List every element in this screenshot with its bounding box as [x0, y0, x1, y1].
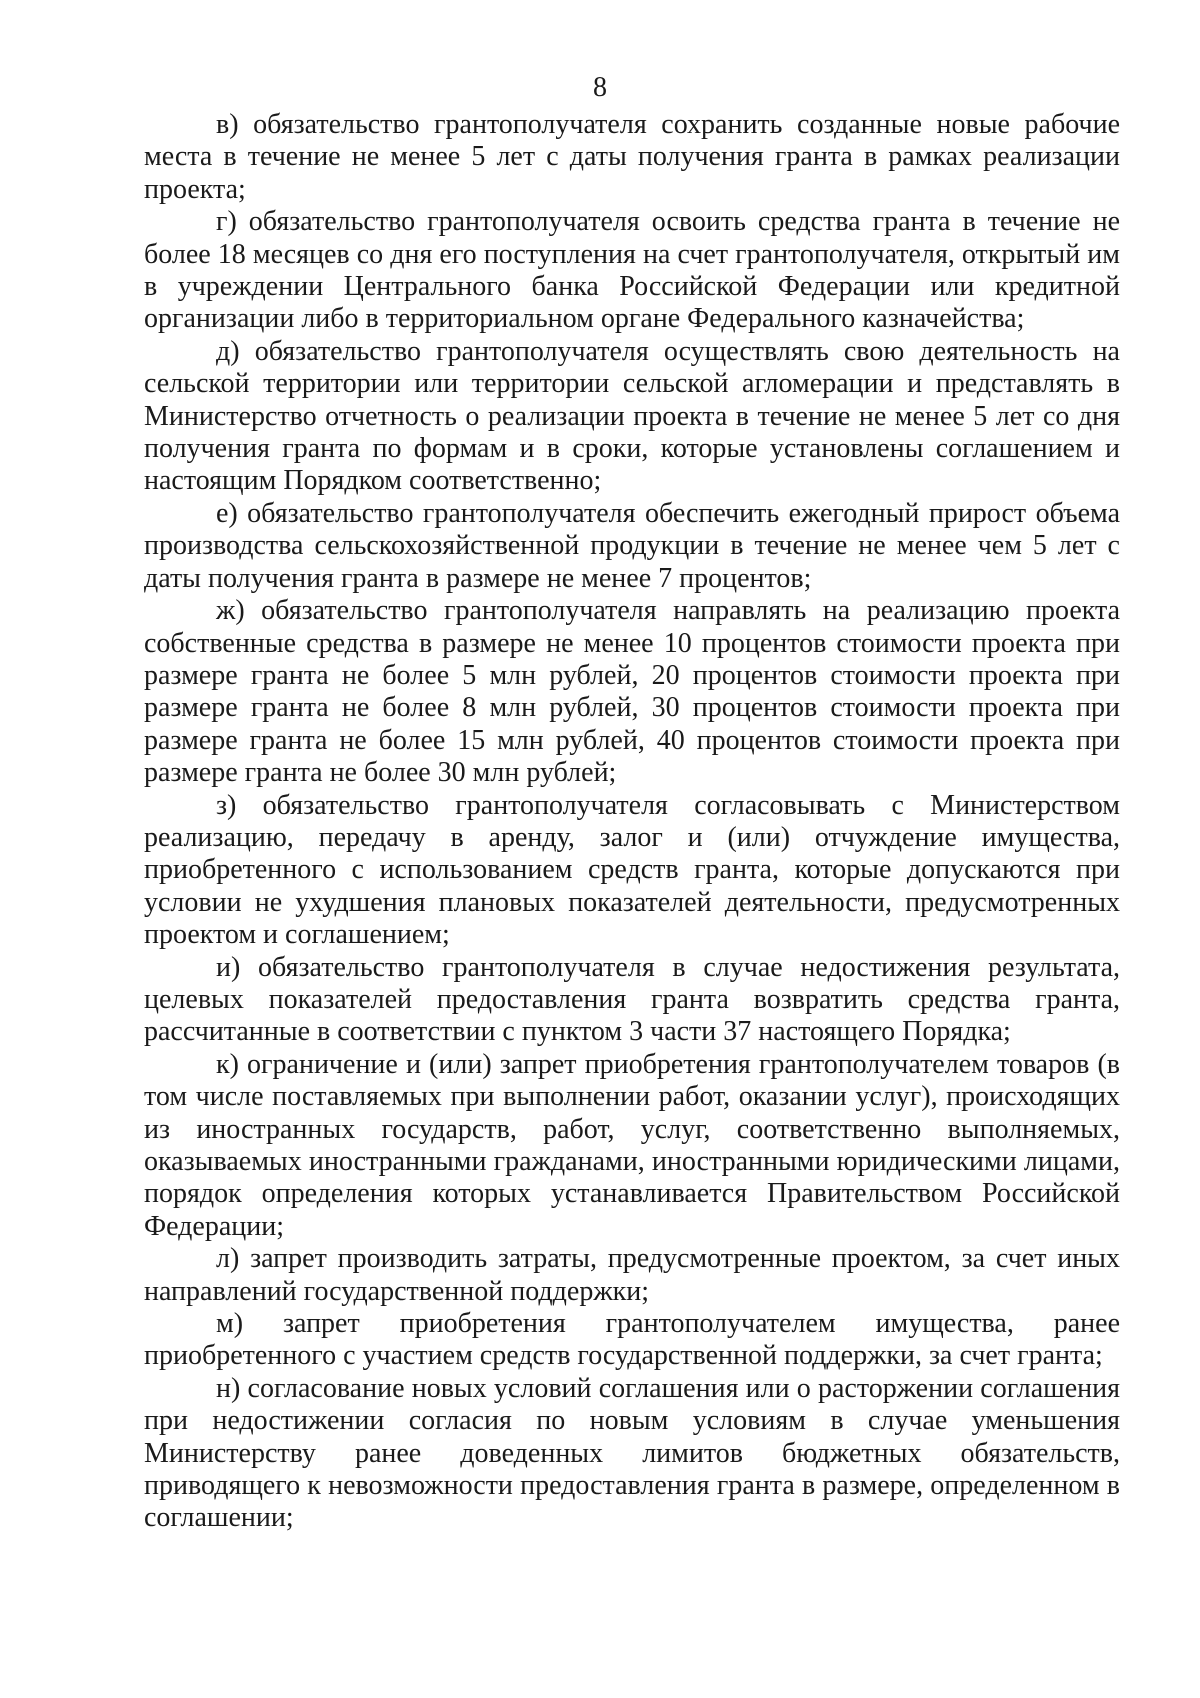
paragraph-e: е) обязательство грантополучателя обеспечить ежегодный прирост объема производства сельскохозяйственной продукции в течение не менее чем 5 лет с даты получения гранта в размере не менее 7 процентов;	[144, 497, 1120, 594]
paragraph-d: д) обязательство грантополучателя осуществлять свою деятельность на сельской территории или территории сельской агломерации и представлять в Министерство отчетность о реализации проекта в течение не менее 5 лет со дня получения гранта по формам и в сроки, которые установлены соглашением и настоящим Порядком соответственно;	[144, 335, 1120, 497]
page-number: 8	[593, 72, 607, 103]
paragraph-zh: ж) обязательство грантополучателя направлять на реализацию проекта собственные средства в размере не менее 10 процентов стоимости проекта при размере гранта не более 5 млн рублей, 20 процентов стоимости проекта при размере гранта не более 8 млн рублей, 30 процентов стоимости проекта при размере гранта не более 15 млн рублей, 40 процентов стоимости проекта при размере гранта не более 30 млн рублей;	[144, 595, 1120, 789]
document-body	[144, 109, 1120, 1535]
paragraph-k: к) ограничение и (или) запрет приобретения грантополучателем товаров (в том числе поставляемых при выполнении работ, оказании услуг), происходящих из иностранных государств, работ, услуг, соответственно выполняемых, оказываемых иностранными гражданами, иностранными юридическими лицами, порядок определения которых устанавливается Правительством Российской Федерации;	[144, 1048, 1120, 1242]
paragraph-g: г) обязательство грантополучателя освоить средства гранта в течение не более 18 месяцев со дня его поступления на счет грантополучателя, открытый им в учреждении Центрального банка Российской Федерации или кредитной организации либо в территориальном органе Федерального казначейства;	[144, 206, 1120, 335]
paragraph-v: в) обязательство грантополучателя сохранить созданные новые рабочие места в течение не менее 5 лет с даты получения гранта в рамках реализации проекта;	[144, 109, 1120, 205]
paragraph-n: н) согласование новых условий соглашения или о расторжении соглашения при недостижении согласия по новым условиям в случае уменьшения Министерству ранее доведенных лимитов бюджетных обязательств, приводящего к невозможности предоставления гранта в размере, определенном в соглашении;	[144, 1372, 1120, 1534]
paragraph-i: и) обязательство грантополучателя в случае недостижения результата, целевых показателей предоставления гранта возвратить средства гранта, рассчитанные в соответствии с пунктом 3 части 37 настоящего Порядка;	[144, 951, 1120, 1048]
paragraph-z: з) обязательство грантополучателя согласовывать с Министерством реализацию, передачу в аренду, залог и (или) отчуждение имущества, приобретенного с использованием средств гранта, которые допускаются при условии не ухудшения плановых показателей деятельности, предусмотренных проектом и соглашением;	[144, 789, 1120, 951]
paragraph-l: л) запрет производить затраты, предусмотренные проектом, за счет иных направлений государственной поддержки;	[144, 1243, 1120, 1307]
paragraph-m: м) запрет приобретения грантополучателем имущества, ранее приобретенного с участием средств государственной поддержки, за счет гранта;	[144, 1308, 1120, 1372]
